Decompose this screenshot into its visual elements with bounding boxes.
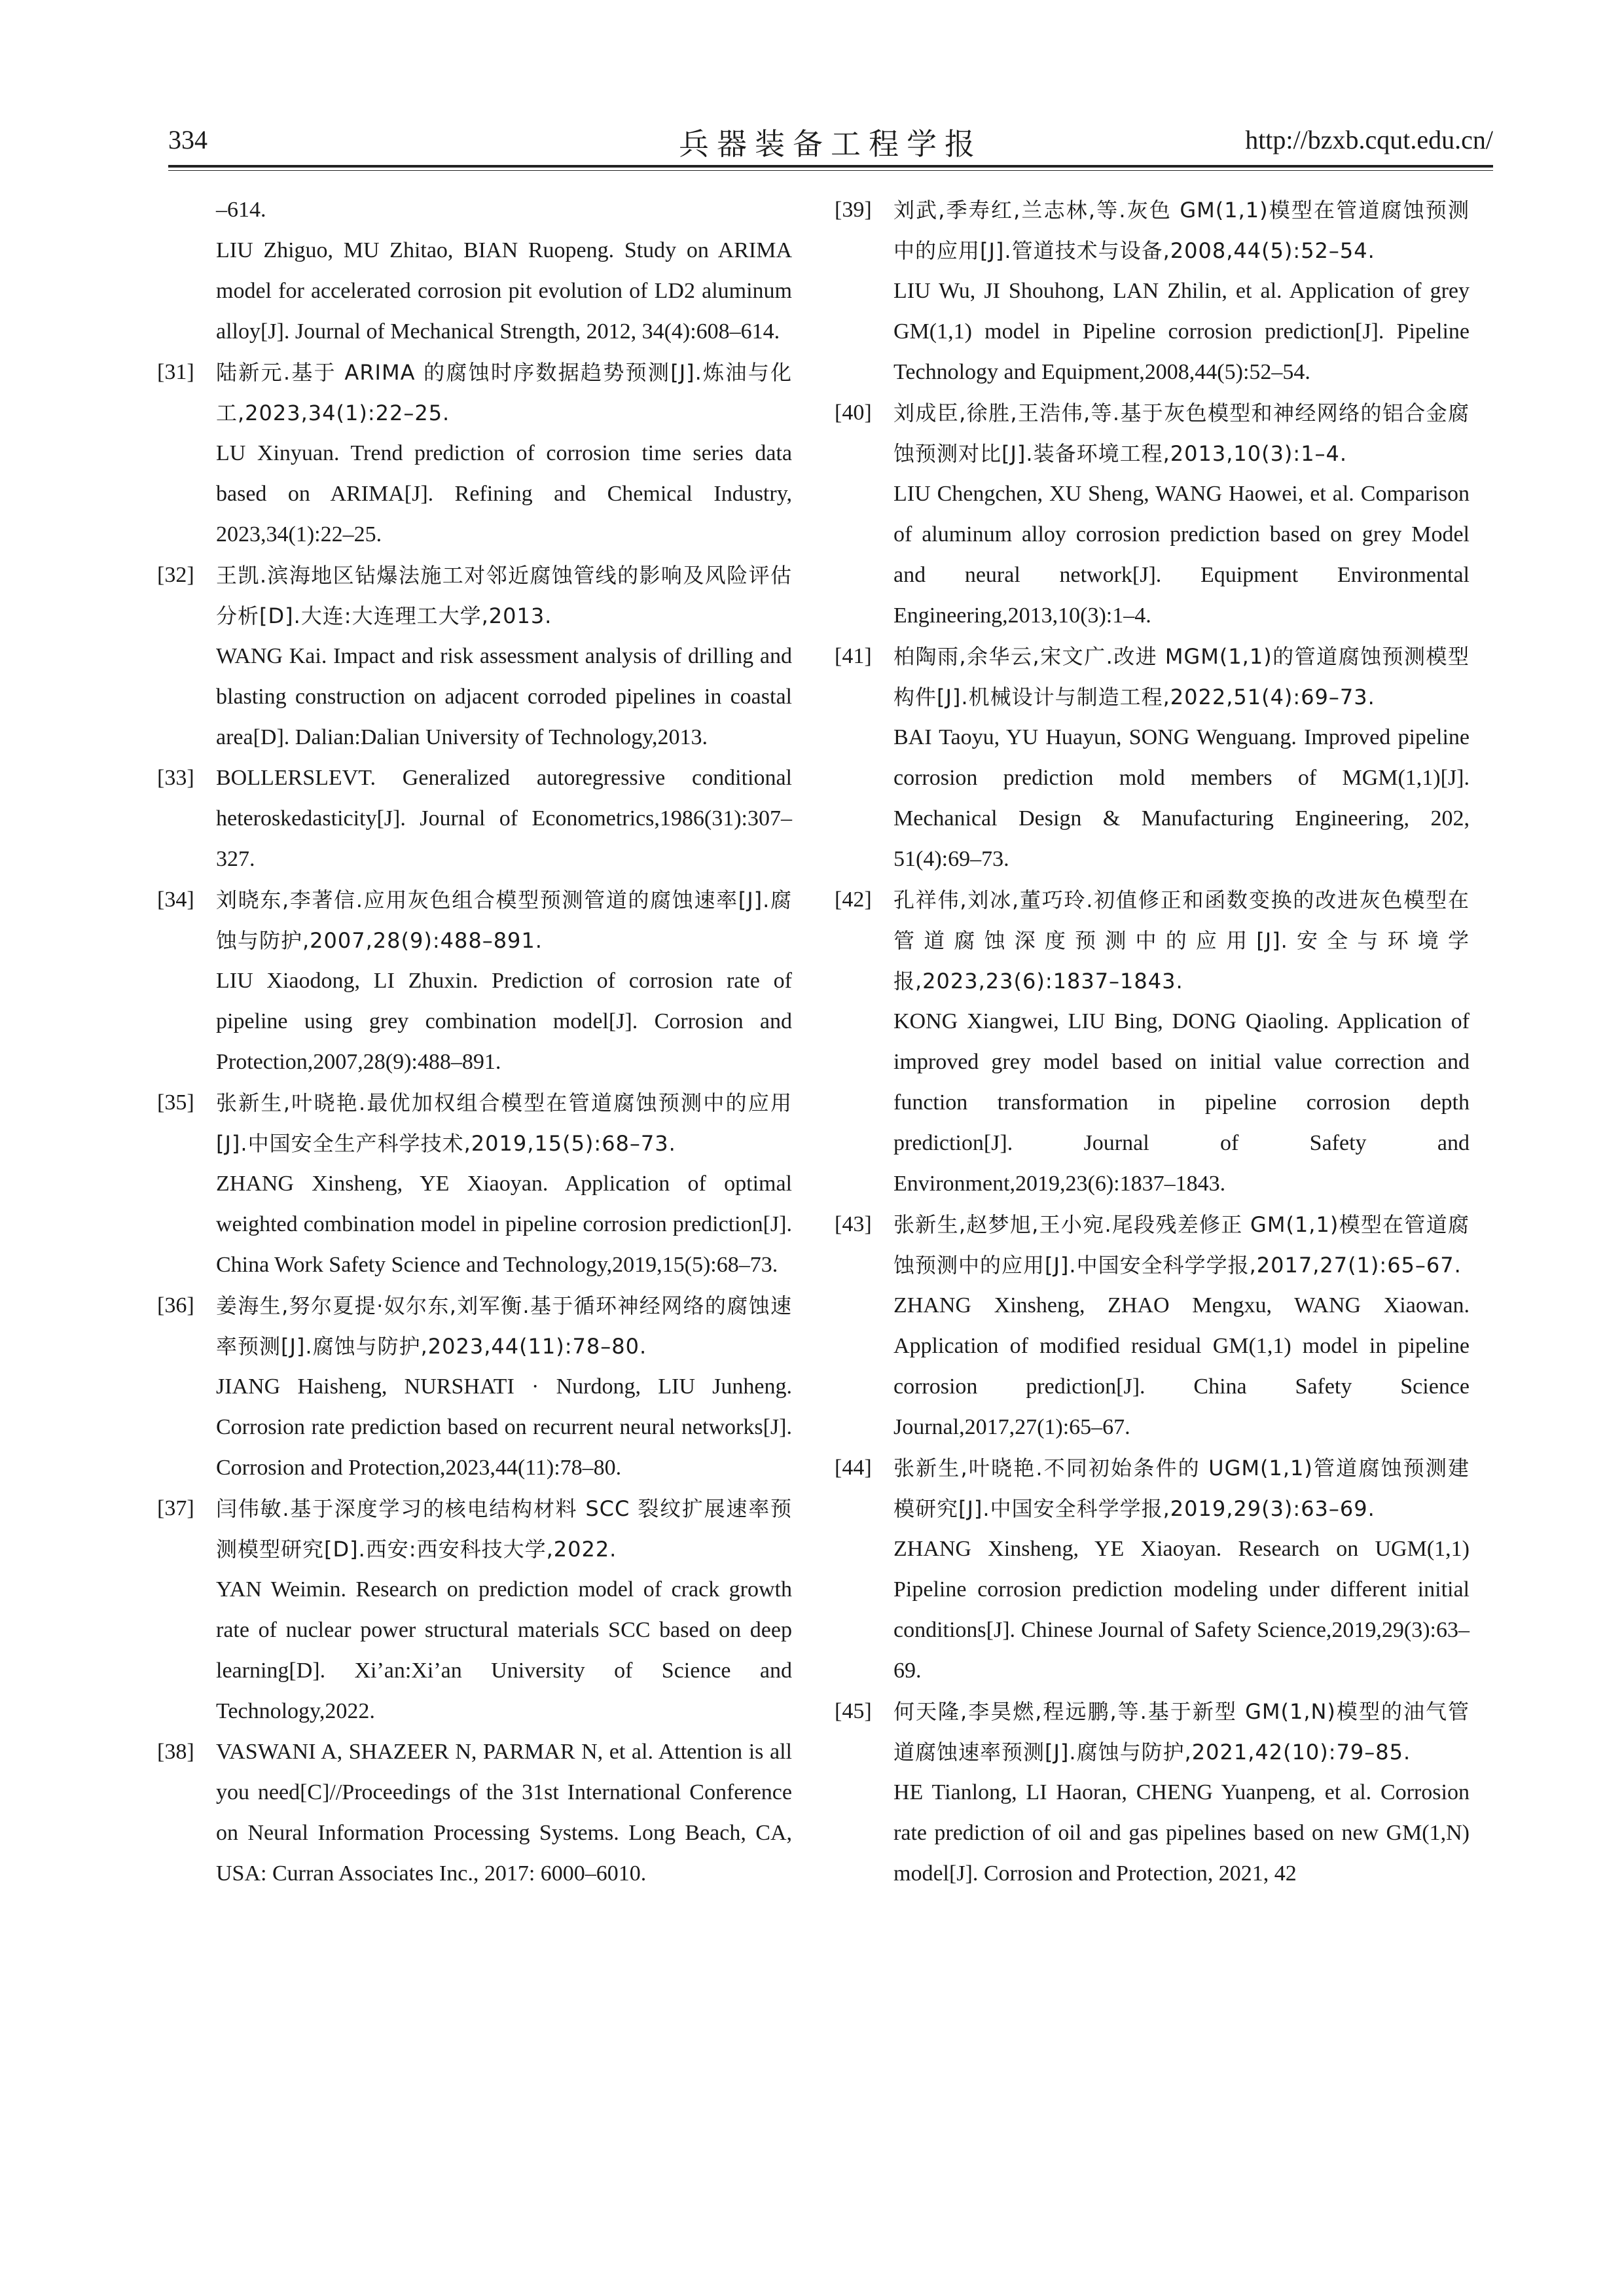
reference-chinese: 刘晓东,李著信.应用灰色组合模型预测管道的腐蚀速率[J].腐蚀与防护,2007,28(9):488–891.: [216, 888, 792, 953]
reference-item: [835, 880, 1470, 1204]
reference-number: [43]: [835, 1212, 872, 1236]
reference-english: JIANG Haisheng, NURSHATI · Nurdong, LIU Junheng. Corrosion rate prediction based on recurrent neural networks[J]. Corrosion and Protection,2023,44(11):78–80.: [216, 1374, 792, 1480]
page-number: 334: [168, 125, 208, 154]
reference-item: [835, 1691, 1470, 1894]
left-column: [157, 190, 792, 1894]
reference-chinese: 张新生,叶晓艳.不同初始条件的 UGM(1,1)管道腐蚀预测建模研究[J].中国安全科学学报,2019,29(3):63–69.: [893, 1456, 1470, 1521]
reference-number: [45]: [835, 1699, 872, 1723]
reference-item: [157, 1732, 792, 1894]
reference-number: [36]: [157, 1293, 194, 1318]
journal-title: 兵器装备工程学报: [679, 126, 983, 162]
reference-number: [41]: [835, 644, 872, 668]
reference-number: [35]: [157, 1090, 194, 1115]
reference-english: ZHANG Xinsheng, YE Xiaoyan. Application of optimal weighted combination model in pipeline corrosion prediction[J]. China Work Safety Science and Technology,2019,15(5):68–73.: [216, 1172, 792, 1277]
reference-english: BOLLERSLEVT. Generalized autoregressive conditional heteroskedasticity[J]. Journal of Econometrics,1986(31):307–327.: [216, 766, 792, 871]
reference-item: [835, 1204, 1470, 1448]
reference-english: LU Xinyuan. Trend prediction of corrosion time series data based on ARIMA[J]. Refining and Chemical Industry, 2023,34(1):22–25.: [216, 441, 792, 547]
reference-number: [37]: [157, 1496, 194, 1520]
reference-chinese: 柏陶雨,余华云,宋文广.改进 MGM(1,1)的管道腐蚀预测模型构件[J].机械设计与制造工程,2022,51(4):69–73.: [893, 644, 1470, 709]
reference-english: YAN Weimin. Research on prediction model of crack growth rate of nuclear power structural materials SCC based on deep learning[D]. Xi’an:Xi’an University of Science and Technology,2022.: [216, 1577, 792, 1723]
reference-item: [157, 1285, 792, 1488]
reference-item: [157, 758, 792, 880]
reference-number: [33]: [157, 766, 194, 790]
reference-chinese: 孔祥伟,刘冰,董巧玲.初值修正和函数变换的改进灰色模型在管道腐蚀深度预测中的应用[J].安全与环境学报,2023,23(6):1837–1843.: [893, 888, 1470, 994]
reference-chinese: 姜海生,努尔夏提·奴尔东,刘军衡.基于循环神经网络的腐蚀速率预测[J].腐蚀与防护,2023,44(11):78–80.: [216, 1293, 792, 1359]
reference-english: KONG Xiangwei, LIU Bing, DONG Qiaoling. Application of improved grey model based on initial value correction and function transformation in pipeline corrosion depth prediction[J]. Journal of Safety and Environment,2019,23(6):1837–1843.: [893, 1009, 1470, 1196]
reference-chinese: 何天隆,李昊燃,程远鹏,等.基于新型 GM(1,N)模型的油气管道腐蚀速率预测[J].腐蚀与防护,2021,42(10):79–85.: [893, 1699, 1470, 1765]
right-column: [835, 190, 1470, 1894]
reference-english: HE Tianlong, LI Haoran, CHENG Yuanpeng, et al. Corrosion rate prediction of oil and gas pipelines based on new GM(1,N) model[J]. Corrosion and Protection, 2021, 42: [893, 1780, 1470, 1886]
reference-chinese: 闫伟敏.基于深度学习的核电结构材料 SCC 裂纹扩展速率预测模型研究[D].西安:西安科技大学,2022.: [216, 1496, 792, 1562]
reference-english: WANG Kai. Impact and risk assessment analysis of drilling and blasting construction on adjacent corroded pipelines in coastal area[D]. Dalian:Dalian University of Technology,2013.: [216, 644, 792, 749]
reference-item: [157, 352, 792, 555]
reference-number: [32]: [157, 563, 194, 587]
reference-english: ZHANG Xinsheng, ZHAO Mengxu, WANG Xiaowan. Application of modified residual GM(1,1) model in pipeline corrosion prediction[J]. China Safety Science Journal,2017,27(1):65–67.: [893, 1293, 1470, 1439]
continuation-en: LIU Zhiguo, MU Zhitao, BIAN Ruopeng. Study on ARIMA model for accelerated corrosion pit evolution of LD2 aluminum alloy[J]. Journal of Mechanical Strength, 2012, 34(4):608–614.: [216, 238, 792, 344]
reference-number: [39]: [835, 198, 872, 222]
reference-item: [157, 880, 792, 1083]
reference-chinese: 张新生,赵梦旭,王小宛.尾段残差修正 GM(1,1)模型在管道腐蚀预测中的应用[J].中国安全科学学报,2017,27(1):65–67.: [893, 1212, 1470, 1278]
reference-item: [157, 1488, 792, 1732]
reference-item: [835, 190, 1470, 393]
reference-item: [835, 393, 1470, 636]
reference-number: [44]: [835, 1456, 872, 1480]
reference-english: LIU Chengchen, XU Sheng, WANG Haowei, et al. Comparison of aluminum alloy corrosion prediction based on grey Model and neural network[J]. Equipment Environmental Engineering,2013,10(3):1–4.: [893, 482, 1470, 628]
journal-url[interactable]: http://bzxb.cqut.edu.cn/: [1245, 125, 1493, 154]
reference-english: ZHANG Xinsheng, YE Xiaoyan. Research on UGM(1,1) Pipeline corrosion prediction modeling under different initial conditions[J]. Chinese Journal of Safety Science,2019,29(3):63–69.: [893, 1537, 1470, 1683]
reference-item: [157, 1083, 792, 1285]
reference-number: [31]: [157, 360, 194, 384]
reference-english: BAI Taoyu, YU Huayun, SONG Wenguang. Improved pipeline corrosion prediction mold members of MGM(1,1)[J]. Mechanical Design & Manufacturing Engineering, 202, 51(4):69–73.: [893, 725, 1470, 871]
reference-number: [34]: [157, 888, 194, 912]
continuation-line: –614.: [216, 198, 266, 222]
reference-item: [157, 555, 792, 758]
reference-chinese: 刘成臣,徐胜,王浩伟,等.基于灰色模型和神经网络的铝合金腐蚀预测对比[J].装备环境工程,2013,10(3):1–4.: [893, 401, 1470, 466]
reference-chinese: 刘武,季寿红,兰志林,等.灰色 GM(1,1)模型在管道腐蚀预测中的应用[J].管道技术与设备,2008,44(5):52–54.: [893, 198, 1470, 263]
reference-chinese: 陆新元.基于 ARIMA 的腐蚀时序数据趋势预测[J].炼油与化工,2023,34(1):22–25.: [216, 360, 792, 425]
reference-english: VASWANI A, SHAZEER N, PARMAR N, et al. Attention is all you need[C]//Proceedings of the 31st International Conference on Neural Information Processing Systems. Long Beach, CA, USA: Curran Associates Inc., 2017: 6000–6010.: [216, 1740, 792, 1886]
reference-chinese: 王凯.滨海地区钻爆法施工对邻近腐蚀管线的影响及风险评估分析[D].大连:大连理工大学,2013.: [216, 563, 792, 628]
page-header: [168, 124, 1493, 164]
header-rule: [168, 165, 1493, 168]
reference-item: [835, 1448, 1470, 1691]
reference-number: [42]: [835, 888, 872, 912]
reference-english: LIU Wu, JI Shouhong, LAN Zhilin, et al. Application of grey GM(1,1) model in Pipeline corrosion prediction[J]. Pipeline Technology and Equipment,2008,44(5):52–54.: [893, 279, 1470, 384]
reference-number: [38]: [157, 1740, 194, 1764]
header-rule-thin: [168, 170, 1493, 171]
reference-number: [40]: [835, 401, 872, 425]
reference-item: [835, 636, 1470, 880]
reference-chinese: 张新生,叶晓艳.最优加权组合模型在管道腐蚀预测中的应用[J].中国安全生产科学技术,2019,15(5):68–73.: [216, 1090, 792, 1156]
reference-english: LIU Xiaodong, LI Zhuxin. Prediction of corrosion rate of pipeline using grey combination model[J]. Corrosion and Protection,2007,28(9):488–891.: [216, 969, 792, 1074]
